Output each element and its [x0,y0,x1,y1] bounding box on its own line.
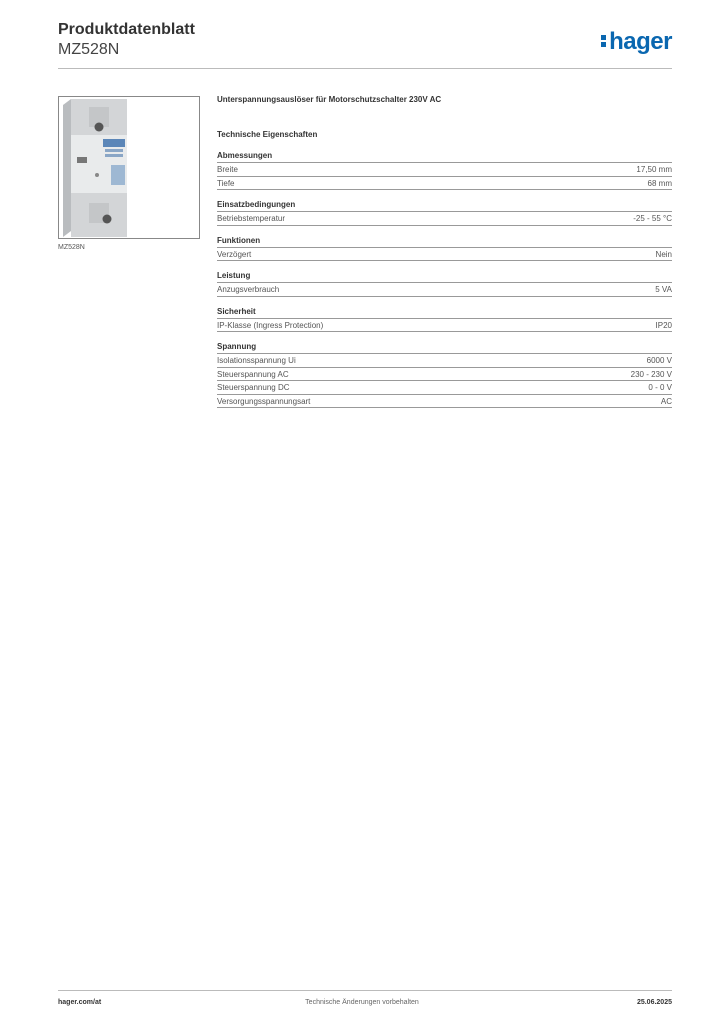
group-title: Spannung [217,342,672,354]
property-value: 5 VA [655,285,672,294]
group-title: Abmessungen [217,151,672,163]
property-label: Verzögert [217,249,252,259]
property-value: 0 - 0 V [648,383,672,392]
property-value: Nein [655,249,672,259]
footer-website-link[interactable]: hager.com/at [58,999,102,1006]
footer-divider [58,990,672,991]
group-title: Einsatzbedingungen [217,200,672,212]
property-row [217,381,672,395]
property-group-spannung [217,342,672,408]
property-label: IP-Klasse (Ingress Protection) [217,320,324,330]
image-caption: MZ528N [58,244,85,251]
property-row [217,212,672,226]
property-row [217,395,672,409]
property-row [217,354,672,368]
property-value: IP20 [655,320,672,330]
product-code: MZ528N [58,41,120,58]
section-heading: Technische Eigenschaften [217,130,318,139]
property-row [217,248,672,262]
property-group-leistung [217,271,672,297]
product-image [58,96,200,239]
logo-text: hager [609,28,672,55]
property-group-einsatzbedingungen [217,200,672,226]
property-value: AC [660,396,672,406]
footer-notice: Technische Änderungen vorbehalten [305,999,419,1006]
logo-dots-icon [601,33,607,49]
property-row [217,163,672,177]
property-label: Breite [217,165,238,174]
document-title: Produktdatenblatt [58,21,195,38]
property-row [217,368,672,382]
property-value: 68 mm [647,178,672,188]
product-description: Unterspannungsauslöser für Motorschutzschalter 230V AC [217,95,442,104]
property-value: -25 - 55 °C [633,214,672,223]
property-row [217,177,672,191]
property-value: 17,50 mm [636,165,672,174]
property-group-funktionen [217,236,672,262]
property-value: 230 - 230 V [630,369,672,379]
group-title: Funktionen [217,236,672,248]
property-value: 6000 V [646,356,672,365]
property-row [217,283,672,297]
property-group-abmessungen [217,151,672,190]
specifications [217,95,672,418]
property-label: Anzugsverbrauch [217,285,280,294]
property-label: Steuerspannung DC [217,383,290,392]
property-label: Isolationsspannung Ui [217,356,296,365]
header-divider [58,68,672,69]
property-label: Betriebstemperatur [217,214,286,223]
property-row [217,319,672,333]
hager-logo [601,28,672,56]
property-label: Versorgungsspannungsart [217,396,311,406]
property-label: Tiefe [217,178,235,188]
property-label: Steuerspannung AC [217,369,289,379]
group-title: Sicherheit [217,307,672,319]
document-header [58,20,195,60]
property-group-sicherheit [217,307,672,333]
group-title: Leistung [217,271,672,283]
product-device-illustration [59,97,199,238]
footer-date: 25.06.2025 [636,999,672,1006]
